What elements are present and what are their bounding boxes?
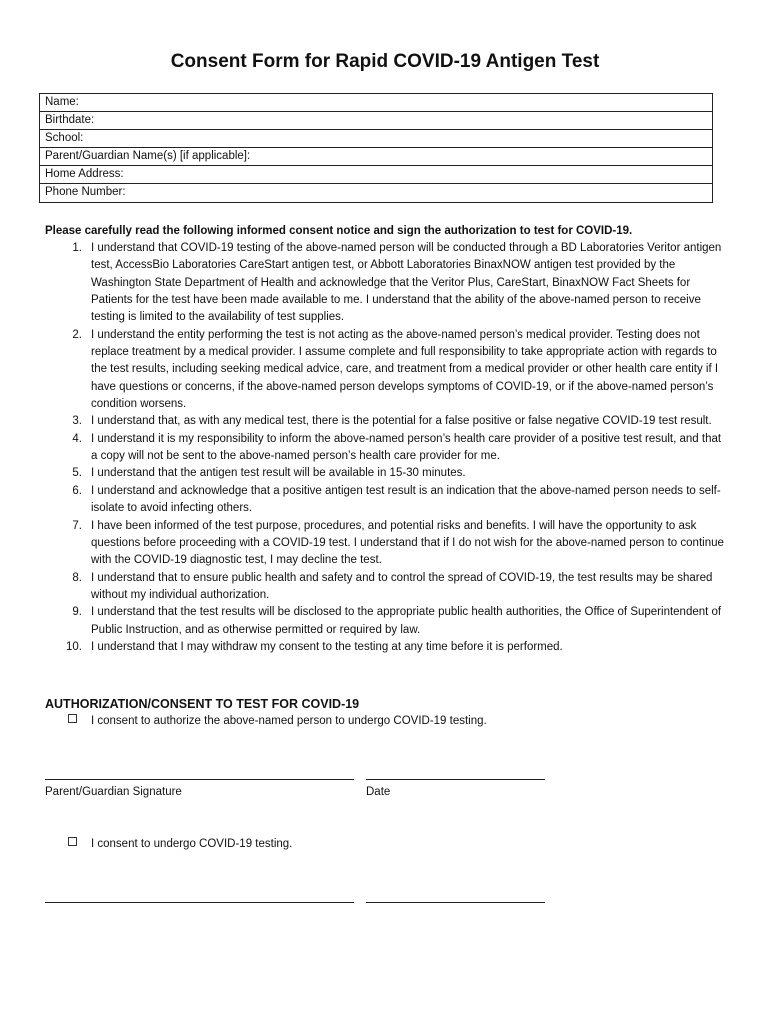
item-number: 8. xyxy=(72,571,82,584)
self-consent-row xyxy=(45,836,292,853)
list-item xyxy=(45,604,725,639)
list-item xyxy=(45,483,725,518)
list-item xyxy=(45,518,725,570)
list-item xyxy=(45,639,725,656)
self-consent-label: I consent to undergo COVID-19 testing. xyxy=(91,838,293,850)
birthdate-field[interactable]: Birthdate: xyxy=(40,112,712,130)
list-item xyxy=(45,327,725,414)
guardian-signature-line[interactable] xyxy=(45,779,354,780)
item-text: I understand it is my responsibility to inform the above-named person’s health care provider of a positive test result, and that a copy will not be sent to the above-named person’s health care provider for me. xyxy=(91,432,722,463)
guardian-name-field[interactable]: Parent/Guardian Name(s) [if applicable]: xyxy=(40,148,712,166)
list-item xyxy=(45,570,725,605)
authorization-heading: AUTHORIZATION/CONSENT TO TEST FOR COVID-19 xyxy=(45,697,360,711)
item-number: 4. xyxy=(72,432,82,445)
name-field[interactable]: Name: xyxy=(40,94,712,112)
list-item xyxy=(45,413,725,430)
item-number: 7. xyxy=(72,519,82,532)
self-signature-line[interactable] xyxy=(45,902,354,903)
list-item xyxy=(45,431,725,466)
consent-notice: Please carefully read the following informed consent notice and sign the authorization to test for COVID-19. xyxy=(45,225,633,237)
guardian-consent-checkbox[interactable] xyxy=(68,714,77,723)
phone-number-field[interactable]: Phone Number: xyxy=(45,186,126,198)
item-text: I understand that COVID-19 testing of the above-named person will be conducted through a BD Laboratories Veritor antigen test, AccessBio Laboratories CareStart antigen test, or Abbott Laboratories BinaxNOW antigen test provided by the Washington State Department of Health and acknowledge that the Veritor Plus, CareStart, BinaxNOW Fact Sheets for Patients for the test have been made available to me. I understand that the ability of the above-named person to receive testing is limited to the availability of test supplies. xyxy=(91,242,722,324)
item-number: 9. xyxy=(72,606,82,619)
item-text: I have been informed of the test purpose, procedures, and potential risks and benefits. I will have the opportunity to ask questions before proceeding with a COVID-19 test. I understand that if I do not wish for the above-named person to continue with the COVID-19 diagnostic test, I may decline the test. xyxy=(91,519,724,567)
item-text: I understand that the antigen test result will be available in 15-30 minutes. xyxy=(91,467,466,480)
item-number: 3. xyxy=(72,415,82,428)
school-field[interactable]: School: xyxy=(40,130,712,148)
consent-items-list xyxy=(45,240,725,656)
self-date-line[interactable] xyxy=(366,902,545,903)
list-item xyxy=(45,240,725,327)
guardian-date-line[interactable] xyxy=(366,779,545,780)
guardian-consent-row xyxy=(45,713,487,730)
item-text: I understand that the test results will be disclosed to the appropriate public health authorities, the Office of Superintendent of Public Instruction, and as otherwise permitted or required by law. xyxy=(91,606,722,636)
self-consent-checkbox[interactable] xyxy=(68,837,77,846)
list-item xyxy=(45,465,725,482)
personal-info-table xyxy=(39,93,713,203)
item-number: 10. xyxy=(66,640,82,653)
item-text: I understand that, as with any medical test, there is the potential for a false positive or false negative COVID-19 test result. xyxy=(91,415,712,428)
form-title: Consent Form for Rapid COVID-19 Antigen Test xyxy=(170,51,600,72)
item-number: 6. xyxy=(72,484,82,497)
item-text: I understand that I may withdraw my consent to the testing at any time before it is performed. xyxy=(91,640,563,653)
guardian-signature-label: Parent/Guardian Signature xyxy=(45,786,182,798)
home-address-field[interactable]: Home Address: xyxy=(40,166,712,184)
item-number: 2. xyxy=(72,328,82,341)
guardian-consent-label: I consent to authorize the above-named person to undergo COVID-19 testing. xyxy=(91,715,487,727)
item-number: 1. xyxy=(72,242,82,254)
item-number: 5. xyxy=(72,467,82,480)
item-text: I understand the entity performing the test is not acting as the above-named person’s medical provider. Testing does not replace treatment by a medical provider. I assume complete and full responsibility to take appropriate action with regards to the test results, including seeking medical advice, care, and treatment from a medical provider or other health care entity if I have questions or concerns, if the above-named person develops symptoms of COVID-19, or if the above-named person’s condition worsens. xyxy=(91,328,719,411)
date-label: Date xyxy=(366,786,391,798)
item-text: I understand and acknowledge that a positive antigen test result is an indication that the above-named person needs to self-isolate to avoid infecting others. xyxy=(91,484,721,515)
item-text: I understand that to ensure public health and safety and to control the spread of COVID-19, the test results may be shared without my individual authorization. xyxy=(91,571,713,601)
